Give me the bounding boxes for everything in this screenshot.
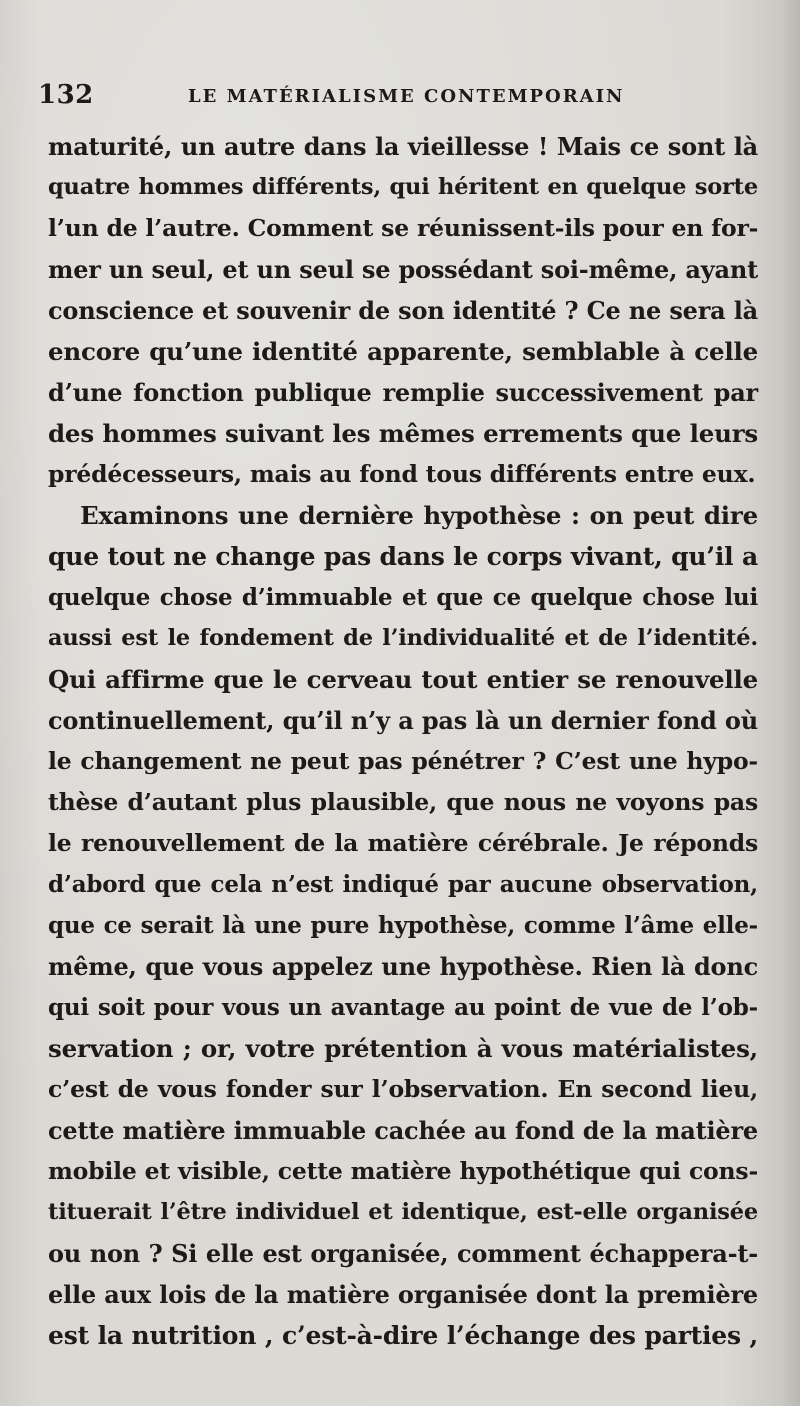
text-line: des hommes suivant les mêmes errements que leurs (48, 419, 758, 448)
text-line: que ce serait là une pure hypothèse, comme l’âme elle- (48, 912, 758, 939)
running-head (38, 80, 778, 120)
text-line: cette matière immuable cachée au fond de la matière (48, 1116, 758, 1145)
text-line: continuellement, qu’il n’y a pas là un dernier fond où (48, 706, 758, 735)
text-line: le renouvellement de la matière cérébrale. Je réponds (48, 829, 758, 857)
text-line: aussi est le fondement de l’individualité et de l’identité. (48, 625, 758, 651)
text-line: prédécesseurs, mais au fond tous différents entre eux. (48, 460, 756, 488)
text-line: Qui affirme que le cerveau tout entier se renouvelle (48, 665, 758, 694)
text-line: maturité, un autre dans la vieillesse ! Mais ce sont là (48, 132, 758, 161)
text-line: conscience et souvenir de son identité ? Ce ne sera là (48, 296, 758, 325)
text-line: mer un seul, et un seul se possédant soi-même, ayant (48, 255, 758, 284)
text-line: qui soit pour vous un avantage au point de vue de l’ob- (48, 994, 758, 1021)
text-line: même, que vous appelez une hypothèse. Rien là donc (48, 952, 758, 981)
text-line: quelque chose d’immuable et que ce quelque chose lui (48, 584, 758, 611)
text-line: encore qu’une identité apparente, semblable à celle (48, 337, 758, 366)
text-line: tituerait l’être individuel et identique, est-elle organisée (48, 1199, 758, 1225)
page-number: 132 (38, 80, 94, 110)
text-line: est la nutrition , c’est-à-dire l’échange des parties , (48, 1321, 758, 1350)
text-line: mobile et visible, cette matière hypothétique qui cons- (48, 1157, 758, 1185)
text-line: ou non ? Si elle est organisée, comment échappera-t- (48, 1239, 758, 1268)
text-line: le changement ne peut pas pénétrer ? C’est une hypo- (48, 747, 758, 775)
text-line: thèse d’autant plus plausible, que nous ne voyons pas (48, 788, 758, 816)
text-line: l’un de l’autre. Comment se réunissent-ils pour en for- (48, 214, 759, 242)
text-line: servation ; or, votre prétention à vous matérialistes, (48, 1034, 758, 1063)
text-line: d’abord que cela n’est indiqué par aucune observation, (48, 871, 758, 898)
text-line: elle aux lois de la matière organisée dont la première (48, 1280, 758, 1309)
text-line: que tout ne change pas dans le corps vivant, qu’il a (48, 542, 758, 571)
text-line: d’une fonction publique remplie successivement par (48, 378, 758, 407)
body-text (48, 126, 758, 1356)
running-title: LE MATÉRIALISME CONTEMPORAIN (188, 86, 625, 107)
text-line: c’est de vous fonder sur l’observation. En second lieu, (48, 1075, 758, 1103)
text-line: quatre hommes différents, qui héritent en quelque sorte (48, 174, 758, 200)
paragraph-first-line: Examinons une dernière hypothèse : on peut dire (80, 501, 758, 530)
